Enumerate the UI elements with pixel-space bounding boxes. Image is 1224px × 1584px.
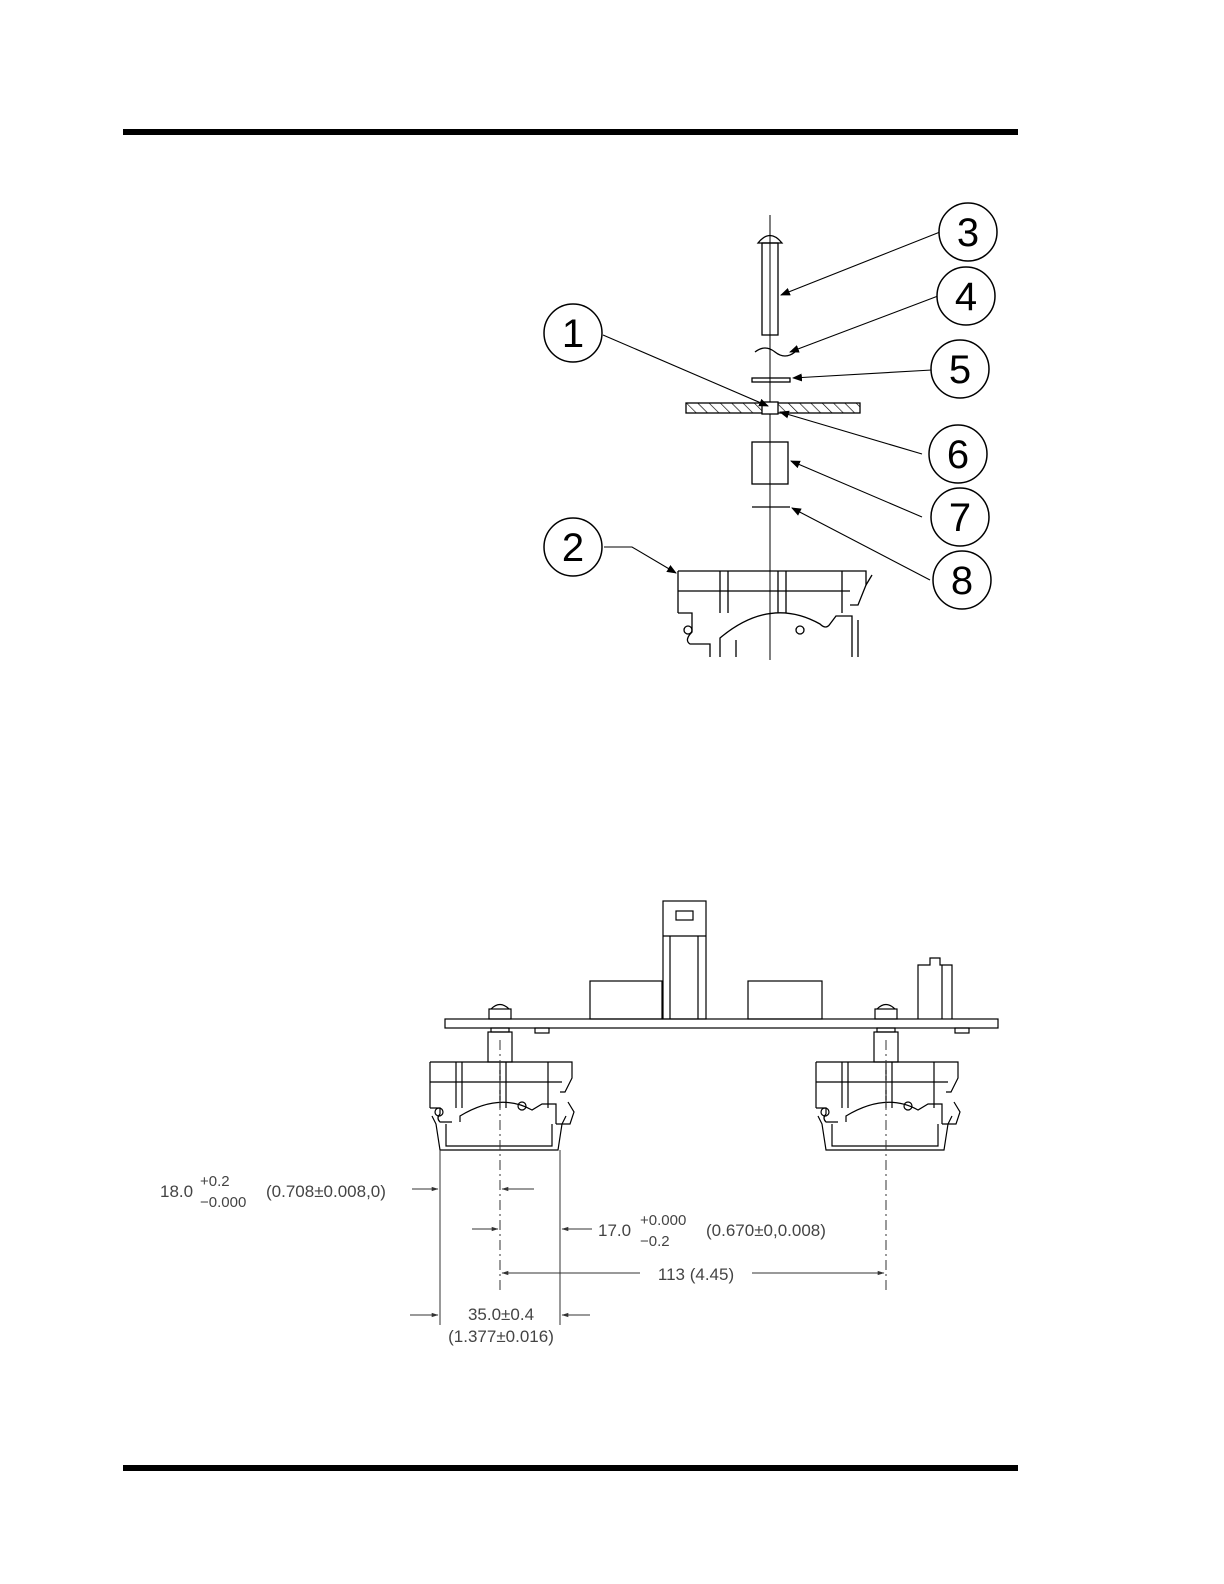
- svg-text:18.0: 18.0: [160, 1182, 194, 1201]
- callout-5: [931, 340, 989, 398]
- component-box-left: [590, 981, 662, 1019]
- flat-washer-part: [752, 378, 790, 382]
- callout-4: [937, 267, 995, 325]
- dimension-17: [598, 1212, 826, 1250]
- callout-1: [544, 304, 602, 362]
- right-din-clip: [816, 1062, 960, 1150]
- svg-text:+0.000: +0.000: [640, 1212, 687, 1229]
- svg-text:8: 8: [950, 559, 974, 603]
- dimension-113: [658, 1265, 734, 1284]
- dimension-18: [160, 1173, 386, 1211]
- callout-2: [544, 518, 602, 576]
- svg-text:−0.000: −0.000: [200, 1194, 247, 1211]
- svg-text:(1.377±0.016): (1.377±0.016): [448, 1327, 554, 1346]
- din-clip-part: [678, 571, 872, 657]
- svg-text:17.0: 17.0: [598, 1221, 632, 1240]
- tall-connector: [663, 901, 706, 1019]
- svg-text:5: 5: [948, 348, 972, 392]
- callout-3: [939, 203, 997, 261]
- svg-text:113 (4.45): 113 (4.45): [657, 1265, 735, 1284]
- svg-text:4: 4: [954, 275, 978, 319]
- right-fastener: [874, 1005, 898, 1063]
- assembled-view: [430, 901, 998, 1150]
- dimension-35: [448, 1305, 554, 1346]
- svg-text:1: 1: [561, 312, 585, 356]
- spring-washer-part: [755, 348, 795, 356]
- svg-text:+0.2: +0.2: [200, 1173, 230, 1190]
- callout-8: [933, 551, 991, 609]
- svg-text:7: 7: [948, 496, 972, 540]
- callout-6: [929, 425, 987, 483]
- svg-text:(0.670±0,0.008): (0.670±0,0.008): [706, 1221, 826, 1240]
- svg-text:2: 2: [561, 526, 585, 570]
- component-box-right: [748, 981, 822, 1019]
- exploded-view: [678, 215, 872, 660]
- svg-text:−0.2: −0.2: [640, 1233, 670, 1250]
- svg-text:35.0±0.4: 35.0±0.4: [467, 1305, 535, 1324]
- left-fastener: [488, 1005, 512, 1063]
- callout-7: [931, 488, 989, 546]
- left-din-clip: [430, 1062, 574, 1150]
- svg-text:3: 3: [956, 211, 980, 255]
- small-connector: [918, 958, 952, 1019]
- dimension-lines: [410, 1040, 886, 1325]
- svg-text:(0.708±0.008,0): (0.708±0.008,0): [266, 1182, 386, 1201]
- svg-text:6: 6: [946, 433, 970, 477]
- pcb-board: [445, 1019, 998, 1028]
